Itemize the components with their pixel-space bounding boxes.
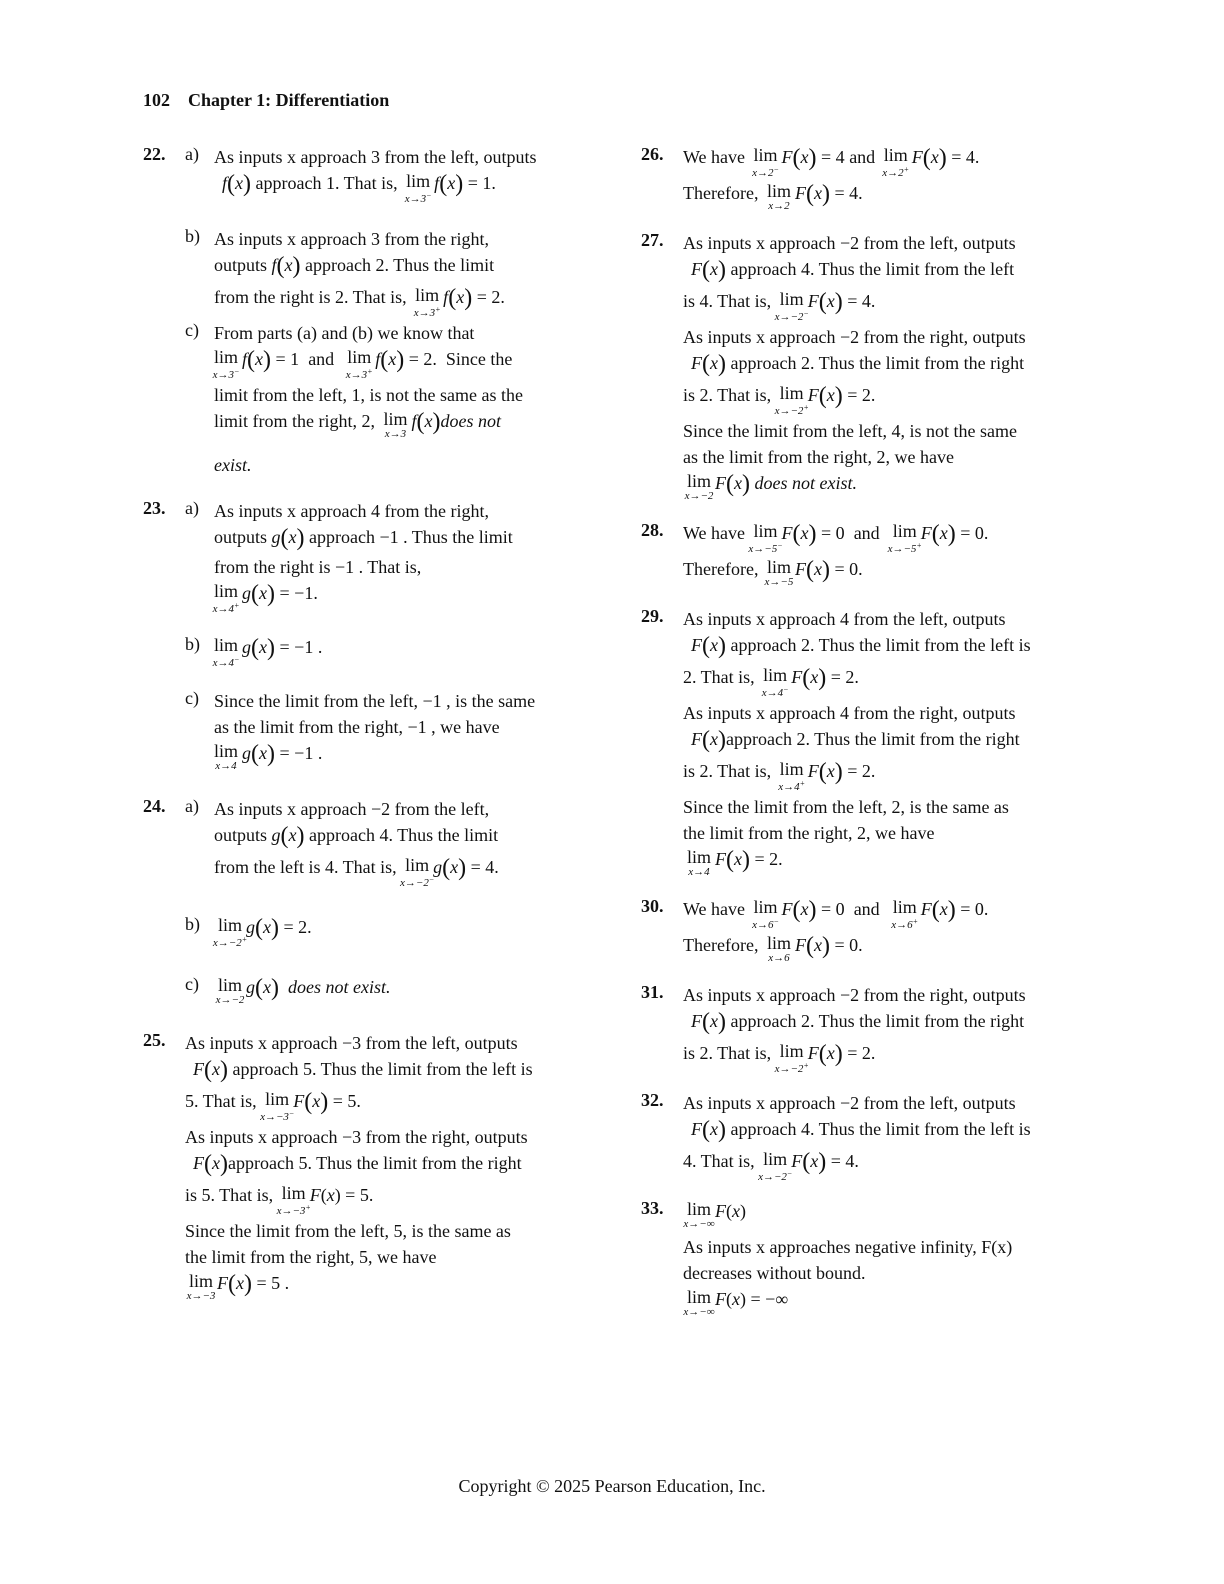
problem-number: 24.: [143, 796, 166, 816]
part-a: a) As inputs x approach 3 from the left, outputs f(x) approach 1. That is, lim x→3− f(x) = 1.: [185, 144, 537, 205]
problem-22: [143, 144, 593, 478]
part-b: b) lim x→−2+ g(x) = 2.: [185, 914, 312, 949]
problem-number: 30.: [641, 896, 664, 916]
problem-number: 31.: [641, 982, 664, 1002]
problem-number: 22.: [143, 144, 166, 164]
problem-26: 26. We have lim x→2− F(x) = 4 and lim x→2+ F(x) = 4. Therefore, lim x→2 F(x) = 4.: [641, 144, 980, 212]
problem-31: 31. As inputs x approach −2 from the right, outputs F(x) approach 2. Thus the limit from the right is 2. That is, lim x→−2+ F(x) = 2.: [641, 982, 1026, 1075]
problem-32: 32. As inputs x approach −2 from the left, outputs F(x) approach 4. Thus the limit from the left is 4. That is, lim x→−2− F(x) = 4.: [641, 1090, 1031, 1183]
part-a: a) As inputs x approach −2 from the left, outputs g(x) approach 4. Thus the limit from the left is 4. That is, lim x→−2− g(x) = 4.: [185, 796, 499, 889]
problem-number: 33.: [641, 1198, 664, 1218]
problem-27: 27. As inputs x approach −2 from the left, outputs F(x) approach 4. Thus the limit from the left is 4. That is, lim x→−2− F(x) = 4. As inputs x approach −2 from the right, outputs F(x) approach 2. Thus the limit from the right is 2. That is, lim x→−2+ F(x) = 2. Since the limit from the left, 4, is not the same as the limit from the right, 2, we have lim x→−2 F(x) does not exist.: [641, 230, 1026, 502]
part-c: c) From parts (a) and (b) we know that lim x→3− f(x) = 1 and lim x→3+ f(x) = 2. Since the limit from the left, 1, is not the same as the limit from the right, 2, lim x→3 f(x)does not exist.: [185, 320, 523, 475]
part-b: b) lim x→4− g(x) = −1 .: [185, 634, 323, 669]
problem-number: 28.: [641, 520, 664, 540]
problem-33: 33. lim x→−∞ F(x) As inputs x approaches negative infinity, F(x) decreases without bound. lim x→−∞ F(x) = −∞: [641, 1198, 1013, 1318]
problem-25: 25. As inputs x approach −3 from the left, outputs F(x) approach 5. Thus the limit from the left is 5. That is, lim x→−3− F(x) = 5. As inputs x approach −3 from the right, outputs F(x)approach 5. Thus the limit from the right is 5. That is, lim x→−3+ F(x) = 5. Since the limit from the left, 5, is the same as the limit from the right, 5, we have lim x→−3 F(x) = 5 .: [143, 1030, 533, 1302]
problem-number: 32.: [641, 1090, 664, 1110]
chapter-title: Chapter 1: Differentiation: [188, 90, 390, 110]
left-column: [143, 144, 593, 1306]
part-c: c) lim x→−2 g(x) does not exist.: [185, 974, 391, 1006]
part-a: a) As inputs x approach 4 from the right, outputs g(x) approach −1 . Thus the limit from the right is −1 . That is, lim x→4+ g(x) = −1.: [185, 498, 513, 615]
page-number: 102: [143, 90, 170, 110]
right-column: [641, 144, 1091, 1322]
copyright-footer: Copyright © 2025 Pearson Education, Inc.: [458, 1476, 766, 1496]
problem-number: 23.: [143, 498, 166, 518]
problem-24: [143, 796, 593, 1010]
problem-28: 28. We have lim x→−5− F(x) = 0 and lim x→−5+ F(x) = 0. Therefore, lim x→−5 F(x) = 0.: [641, 520, 989, 588]
page-header: [143, 90, 389, 111]
problem-number: 29.: [641, 606, 664, 626]
part-b: b) As inputs x approach 3 from the right, outputs f(x) approach 2. Thus the limit from the right is 2. That is, lim x→3+ f(x) = 2.: [185, 226, 505, 319]
part-c: c) Since the limit from the left, −1 , is the same as the limit from the right, −1 , we have lim x→4 g(x) = −1 .: [185, 688, 536, 772]
problem-30: 30. We have lim x→6− F(x) = 0 and lim x→6+ F(x) = 0. Therefore, lim x→6 F(x) = 0.: [641, 896, 989, 964]
problem-23: [143, 498, 593, 776]
problem-29: 29. As inputs x approach 4 from the left, outputs F(x) approach 2. Thus the limit from the left is 2. That is, lim x→4− F(x) = 2. As inputs x approach 4 from the right, outputs F(x)approach 2. Thus the limit from the right is 2. That is, lim x→4+ F(x) = 2. Since the limit from the left, 2, is the same as the limit from the right, 2, we have lim x→4 F(x) = 2.: [641, 606, 1031, 878]
problem-number: 27.: [641, 230, 664, 250]
problem-number: 25.: [143, 1030, 166, 1050]
problem-number: 26.: [641, 144, 664, 164]
